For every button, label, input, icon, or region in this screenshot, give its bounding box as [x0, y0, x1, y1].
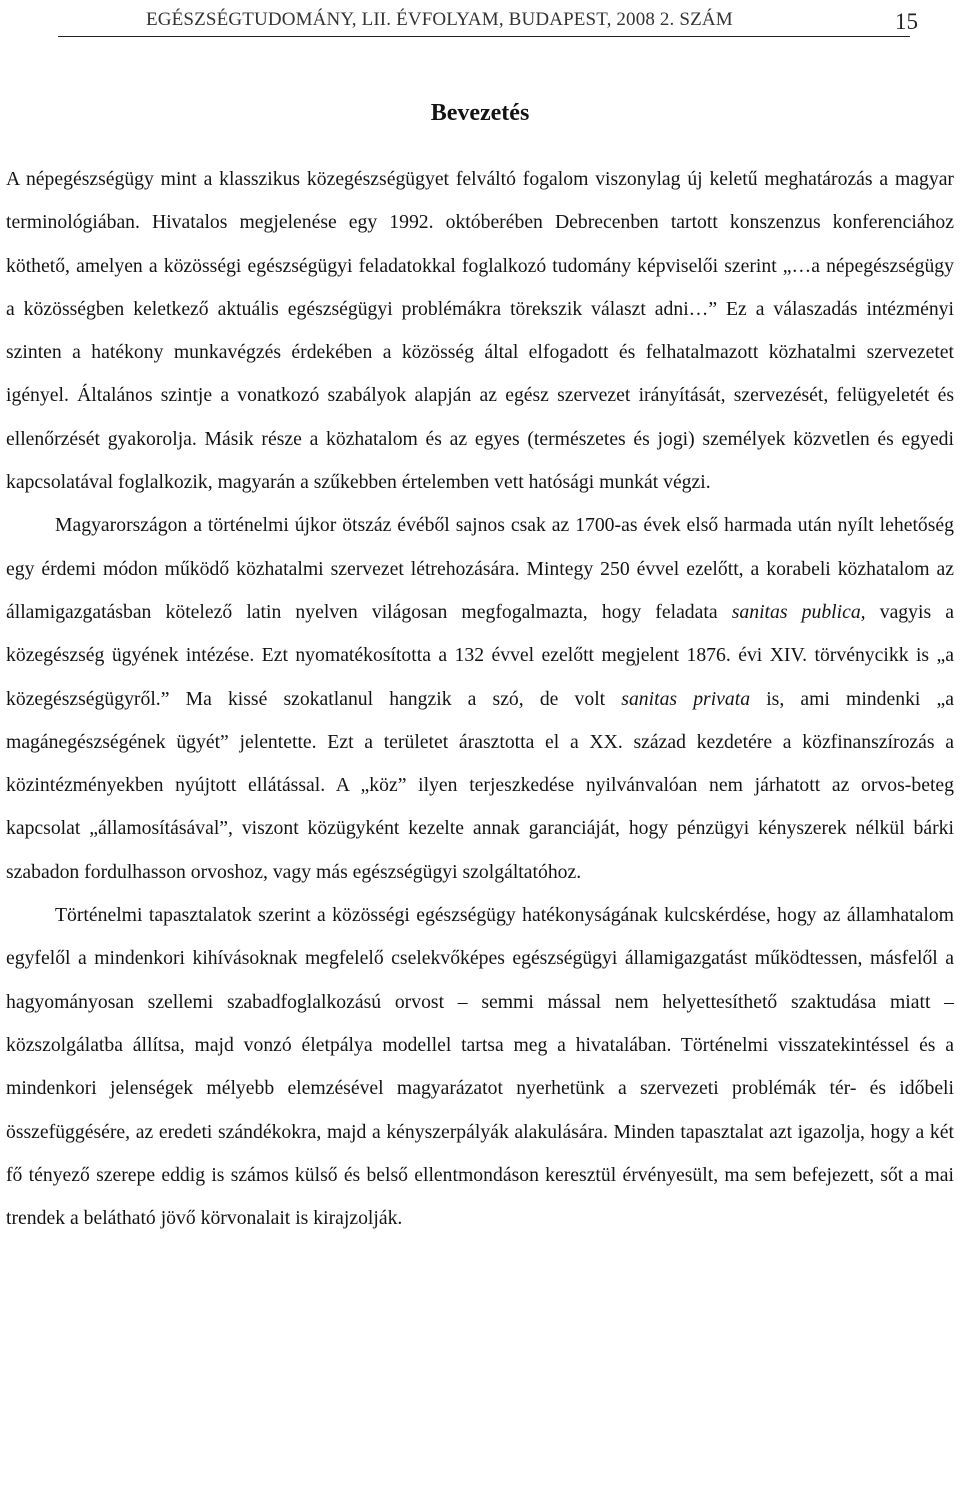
paragraph-3-text: Történelmi tapasztalatok szerint a közösségi egészségügy hatékonyságának kulcskérdése, hogy az államhatalom egyfelől a mindenkori kihívásoknak megfelelő cselekvőképes egészségügyi államigazgatást működtessen, másfelől a hagyományosan szellemi szabadfoglalkozású orvost – semmi mással nem helyettesíthető szaktudása miatt – közszolgálatba állítsa, majd vonzó életpálya modellel tartsa meg a hivatalában. Történelmi visszatekintéssel és a mindenkori jelenségek mélyebb elemzésével magyarázatot nyerhetünk a szervezeti problémák tér- és időbeli összefüggésére, az eredeti szándékokra, majd a kényszerpályák alakulására. Minden tapasztalat azt igazolja, hogy a két fő tényező szerepe eddig is számos külső és belső ellentmondáson keresztül érvényesült, ma sem befejezett, sőt a mai trendek a belátható jövő körvonalait is kirajzolják.	[6, 904, 954, 1230]
article-body	[6, 158, 954, 1240]
latin-term-publica: sanitas publica,	[731, 600, 866, 623]
paragraph-1-text: A népegészségügy mint a klasszikus közegészségügyet felváltó fogalom viszonylag új keletű meghatározás a magyar terminológiában. Hivatalos megjelenése egy 1992. októberében Debrecenben tartott konszenzus konferenciához köthető, amelyen a közösségi egészségügyi feladatokkal foglalkozó tudomány képviselői szerint „…a népegészségügy a közösségben keletkező aktuális egészségügyi problémákra törekszik választ adni…” Ez a válaszadás intézményi szinten a hatékony munkavégzés érdekében a közösség által elfogadott és felhatalmazott közhatalmi szervezetet igényel. Általános szintje a vonatkozó szabályok alapján az egész szervezet irányítását, szervezését, felügyeletét és ellenőrzését gyakorolja. Másik része a közhatalom és az egyes (természetes és jogi) személyek közvetlen és egyedi kapcsolatával foglalkozik, magyarán a szűkebben értelemben vett hatósági munkát végzi.	[6, 168, 954, 494]
latin-term-privata: sanitas privata	[621, 687, 751, 710]
page-number: 15	[895, 9, 918, 34]
paragraph-1	[6, 158, 954, 504]
paragraph-2-text-a: Magyarországon a történelmi újkor ötszáz évéből sajnos csak az 1700-as évek első harmada után nyílt lehetőség egy érdemi módon működő közhatalmi szervezet létrehozására. Mintegy 250 évvel ezelőtt, a korabeli közhatalom az államigazgatásban kötelező latin nyelven világosan megfogalmazta, hogy feladata	[6, 514, 954, 623]
paragraph-2-text-b: vagyis a közegészség ügyének intézése. Ezt nyomatékosította a 132 évvel ezelőtt megjelent 1876. évi XIV. törvénycikk is „a közegészségügyről.” Ma kissé szokatlanul hangzik a szó, de volt	[6, 600, 954, 710]
paragraph-3	[6, 894, 954, 1240]
journal-title: EGÉSZSÉGTUDOMÁNY, LII. ÉVFOLYAM, BUDAPEST, 2008 2. SZÁM	[146, 9, 733, 30]
running-header	[58, 6, 918, 37]
paragraph-2	[6, 504, 954, 894]
paragraph-2-text-c: is, ami mindenki „a magánegészségének ügyét” jelentette. Ezt a területet árasztotta el a XX. század kezdetére a közfinanszírozás a közintézményekben nyújtott ellátással. A „köz” ilyen terjeszkedése nyilvánvalóan nem járhatott az orvos-beteg kapcsolat „államosításával”, viszont közügyként kezelte annak garanciáját, hogy pénzügyi kényszerek nélkül bárki szabadon fordulhasson orvoshoz, vagy más egészségügyi szolgáltatóhoz.	[6, 687, 954, 883]
section-title: Bevezetés	[430, 100, 530, 126]
